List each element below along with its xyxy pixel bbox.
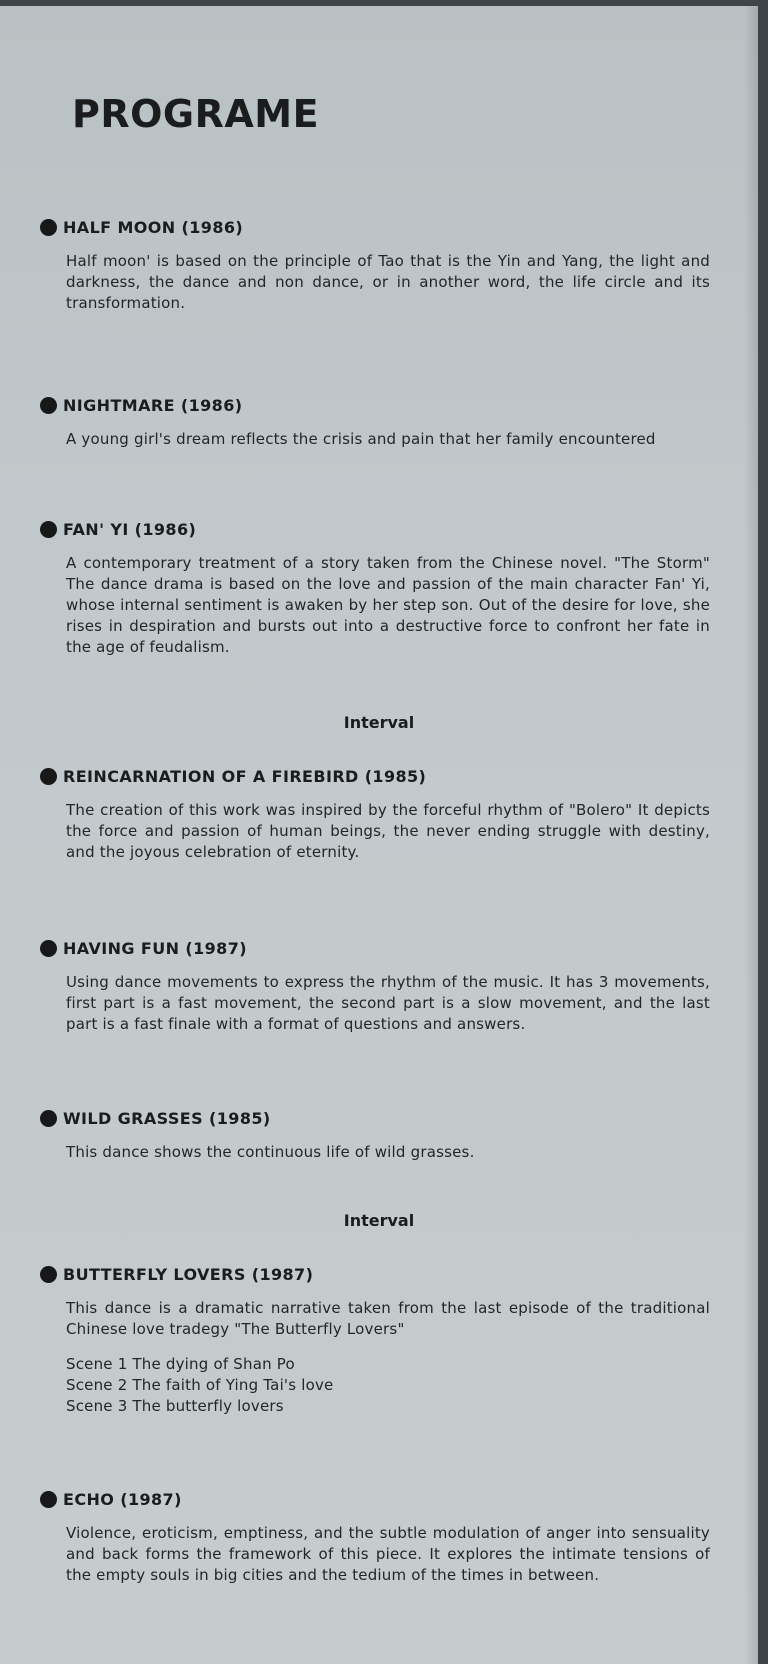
program-item-half-moon [40,218,710,314]
bullet-icon [40,219,57,236]
item-description: A young girl's dream reflects the crisis and pain that her family encountered [66,430,656,448]
bullet-icon [40,1266,57,1283]
item-description: This dance shows the continuous life of wild grasses. [66,1143,475,1161]
scene-list [66,1354,710,1417]
bullet-icon [40,768,57,785]
bullet-icon [40,521,57,538]
item-title: FAN' YI (1986) [63,520,197,539]
item-title: WILD GRASSES (1985) [63,1109,271,1128]
scene-item: Scene 3 The butterfly lovers [66,1397,284,1415]
bullet-icon [40,397,57,414]
bullet-icon [40,1110,57,1127]
item-description: This dance is a dramatic narrative taken from the last episode of the traditional Chinese love tradegy "The Butterfly Lovers" [66,1299,710,1338]
page-title: PROGRAME [72,92,320,136]
item-title: NIGHTMARE (1986) [63,396,243,415]
item-title: BUTTERFLY LOVERS (1987) [63,1265,314,1284]
item-title: REINCARNATION OF A FIREBIRD (1985) [63,767,427,786]
item-description: The creation of this work was inspired by the forceful rhythm of "Bolero" It depicts the force and passion of human beings, the never ending struggle with destiny, and the joyous celebration of eternity. [66,801,710,861]
page-edge-shadow [744,6,758,1664]
item-heading [40,520,710,539]
scene-item: Scene 1 The dying of Shan Po [66,1355,295,1373]
interval-label: Interval [343,713,415,732]
program-item-nightmare [40,396,710,450]
item-description: Violence, eroticism, emptiness, and the subtle modulation of anger into sensuality and back forms the framework of this piece. It explores the intimate tensions of the empty souls in big cities and the tedium of the times in between. [66,1524,710,1584]
item-title: HALF MOON (1986) [63,218,244,237]
item-heading [40,939,710,958]
scene-item: Scene 2 The faith of Ying Tai's love [66,1376,334,1394]
program-sheet [0,6,758,1664]
item-heading [40,767,710,786]
item-heading [40,1109,710,1128]
program-item-reincarnation-of-a-firebird [40,767,710,863]
item-heading [40,1265,710,1284]
program-item-having-fun [40,939,710,1035]
program-item-echo [40,1490,710,1586]
program-item-wild-grasses [40,1109,710,1163]
program-item-fan-yi [40,520,710,658]
item-description: Using dance movements to express the rhythm of the music. It has 3 movements, first part is a fast movement, the second part is a slow movement, and the last part is a fast finale with a format of questions and answers. [66,973,710,1033]
item-description: Half moon' is based on the principle of Tao that is the Yin and Yang, the light and darkness, the dance and non dance, or in another word, the life circle and its transformation. [66,252,710,312]
bullet-icon [40,1491,57,1508]
item-title: HAVING FUN (1987) [63,939,247,958]
item-heading [40,1490,710,1509]
item-heading [40,396,710,415]
item-heading [40,218,710,237]
interval-label: Interval [343,1211,415,1230]
program-item-butterfly-lovers [40,1265,710,1417]
item-title: ECHO (1987) [63,1490,182,1509]
item-description: A contemporary treatment of a story taken from the Chinese novel. "The Storm" The dance drama is based on the love and passion of the main character Fan' Yi, whose internal sentiment is awaken by her step son. Out of the desire for love, she rises in despiration and bursts out into a destructive force to confront her fate in the age of feudalism. [66,554,710,656]
bullet-icon [40,940,57,957]
